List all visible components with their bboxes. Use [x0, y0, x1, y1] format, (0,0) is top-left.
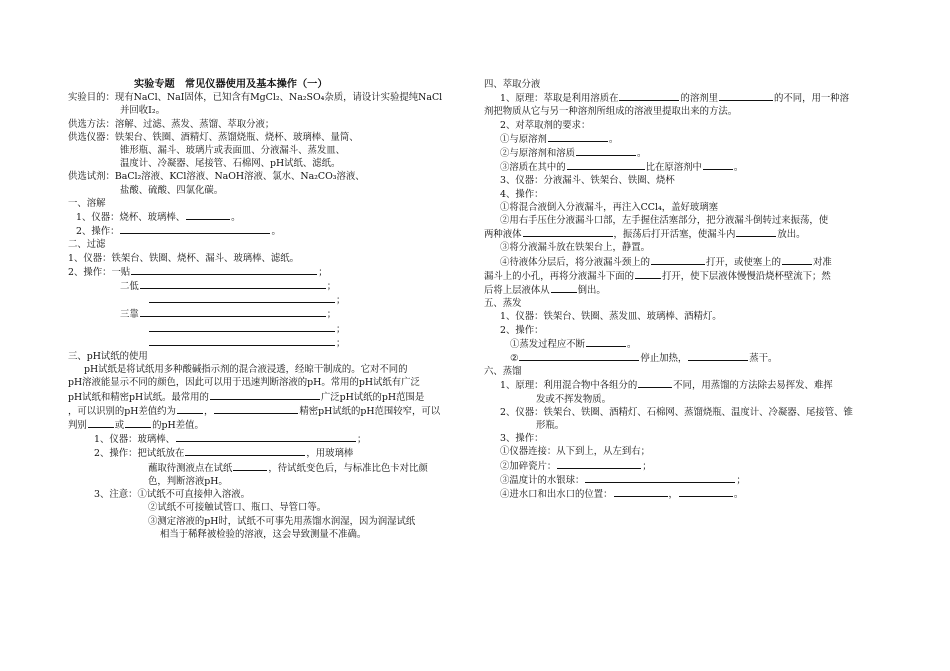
- fill-blank[interactable]: [736, 227, 776, 237]
- distillation-principle-2: 发或不挥发物质。: [536, 393, 612, 405]
- ph-paragraph-2: pH溶液能显示不同的颜色，因此可以用于迅速判断溶液的pH。常用的pH试纸有广泛: [68, 377, 420, 389]
- page-title: 实验专题 常见仪器使用及基本操作（一）: [134, 78, 328, 90]
- fill-blank[interactable]: [210, 390, 320, 400]
- fill-blank[interactable]: [567, 160, 645, 170]
- evaporation-step-1: ①蒸发过程应不断 。: [510, 338, 637, 350]
- extraction-step-4a: ④待液体分层后，将分液漏斗颈上的 打开，或使塞上的 对准: [500, 256, 832, 268]
- extraction-principle-1: 1、原理：萃取是利用溶质在 的溶剂里 的不同，用一种溶: [500, 93, 849, 105]
- ph-note-1: 3、注意：①试纸不可直接伸入溶液。: [94, 489, 250, 501]
- fill-blank[interactable]: [782, 255, 812, 265]
- requirement-2: ②与原溶剂和溶质 。: [500, 148, 647, 160]
- fill-blank[interactable]: [638, 378, 672, 388]
- fill-blank[interactable]: [688, 351, 748, 361]
- fill-blank[interactable]: [149, 322, 335, 332]
- evaporation-instruments: 1、仪器：铁架台、铁圈、蒸发皿、玻璃棒、酒精灯。: [500, 311, 722, 323]
- evaporation-step-2: ② 停止加热， 蒸干。: [510, 353, 778, 365]
- distillation-operation: 3、操作：: [500, 433, 544, 445]
- filter-op-sankao-3: ；: [68, 336, 464, 350]
- reagents-line-1: 供选试剂：BaCl₂溶液、KCl溶液、NaOH溶液、氯水、Na₂CO₃溶液、: [68, 171, 365, 183]
- fill-blank[interactable]: [176, 432, 356, 442]
- fill-blank[interactable]: [185, 446, 305, 456]
- distillation-instruments-2: 形瓶。: [536, 420, 565, 432]
- evaporation-operation: 2、操作：: [500, 324, 544, 336]
- fill-blank[interactable]: [125, 418, 151, 428]
- fill-blank[interactable]: [586, 337, 626, 347]
- ph-note-4: 相当于稀释被检验的溶液，这会导致测量不准确。: [160, 528, 367, 540]
- aim-line-2: 并回收I₂。: [120, 105, 165, 117]
- fill-blank[interactable]: [186, 210, 230, 220]
- extraction-step-1: ①将混合液倒入分液漏斗，再注入CCl₄，盖好玻璃塞: [500, 201, 718, 213]
- extraction-operation: 4、操作：: [500, 188, 544, 200]
- fill-blank[interactable]: [140, 279, 326, 289]
- dissolve-operation: 2、操作： 。: [76, 226, 281, 238]
- instruments-line-2: 锥形瓶、漏斗、玻璃片或表面皿、分液漏斗、蒸发皿、: [120, 145, 346, 157]
- extraction-principle-2: 剂把物质从它与另一种溶剂所组成的溶液里提取出来的方法。: [484, 106, 738, 118]
- fill-blank[interactable]: [233, 461, 267, 471]
- filter-op-yitie: 2、操作：一贴 ；: [68, 266, 328, 278]
- fill-blank[interactable]: [548, 132, 608, 142]
- aim-line-1: 实验目的：现有NaCl、NaI固体，已知含有MgCl₂、Na₂SO₄杂质，请设计实验提纯NaCl: [68, 92, 443, 104]
- extraction-step-3: ③将分液漏斗放在铁架台上，静置。: [500, 242, 651, 254]
- fill-blank[interactable]: [131, 265, 317, 275]
- fill-blank[interactable]: [523, 227, 613, 237]
- extraction-step-4b: 漏斗上的小孔，再将分液漏斗下面的 打开，使下层液体慢慢沿烧杯壁流下；然: [484, 270, 831, 282]
- filter-op-erdi-1: 二低 ；: [120, 281, 337, 293]
- ph-paragraph-4: ，可以识别的pH差值约为 ， 精密pH试纸的pH范围较窄，可以: [68, 405, 441, 417]
- extraction-instruments: 3、仪器：分液漏斗、铁架台、铁圈、烧杯: [500, 175, 675, 187]
- ph-paragraph-1: pH试纸是将试纸用多种酸碱指示剂的混合液浸透，经晾干制成的。它对不同的: [84, 364, 408, 376]
- section-ph-heading: 三、pH试纸的使用: [68, 351, 148, 363]
- fill-blank[interactable]: [149, 336, 335, 346]
- extractant-requirements: 2、对萃取剂的要求：: [500, 119, 591, 131]
- fill-blank[interactable]: [635, 269, 661, 279]
- left-column: [68, 78, 464, 541]
- fill-blank[interactable]: [177, 404, 203, 414]
- ph-operation-2: 蘸取待测液点在试纸 ，待试纸变色后，与标准比色卡对比颜: [148, 462, 428, 474]
- instruments-line-1: 供选仪器：铁架台、铁圈、酒精灯、蒸馏烧瓶、烧杯、玻璃棒、量筒、: [68, 131, 359, 143]
- ph-note-3: ③测定溶液的pH时，试纸不可事先用蒸馏水润湿，因为润湿试纸: [148, 515, 416, 527]
- reagents-line-2: 盐酸、硫酸、四氯化碳。: [120, 184, 224, 196]
- fill-blank[interactable]: [719, 91, 773, 101]
- fill-blank[interactable]: [551, 283, 577, 293]
- section-dissolve-heading: 一、溶解: [68, 197, 106, 209]
- fill-blank[interactable]: [619, 91, 679, 101]
- fill-blank[interactable]: [557, 459, 641, 469]
- distillation-principle-1: 1、原理：利用混合物中各组分的 不同，用蒸馏的方法除去易挥发、难挥: [500, 380, 833, 392]
- section-extraction-heading: 四、萃取分液: [484, 79, 541, 90]
- filter-op-erdi-2: ；: [68, 293, 464, 307]
- distillation-instruments-1: 2、仪器：铁架台、铁圈、酒精灯、石棉网、蒸馏烧瓶、温度计、冷凝器、尾接管、锥: [500, 406, 853, 418]
- right-column: [484, 78, 896, 501]
- dissolve-instruments: 1、仪器：烧杯、玻璃棒、 。: [76, 212, 241, 224]
- fill-blank[interactable]: [679, 487, 733, 497]
- section-filter-heading: 二、过滤: [68, 239, 106, 251]
- ph-operation-3: 色，判断溶液pH。: [148, 475, 228, 487]
- fill-blank[interactable]: [585, 473, 735, 483]
- filter-op-sankao-1: 三靠 ；: [120, 309, 337, 321]
- distillation-step-3: ③温度计的水银球： ；: [500, 474, 746, 486]
- filter-instruments: 1、仪器：铁架台、铁圈、烧杯、漏斗、玻璃棒、滤纸。: [68, 252, 299, 264]
- distillation-step-2: ②加碎瓷片： ；: [500, 460, 652, 472]
- distillation-step-4: ④进水口和出水口的位置： ， 。: [500, 489, 744, 501]
- fill-blank[interactable]: [214, 404, 298, 414]
- fill-blank[interactable]: [614, 487, 668, 497]
- requirement-3: ③溶质在其中的 比在原溶剂中 。: [500, 162, 744, 174]
- extraction-step-2b: 两种液体 ，振荡后打开活塞，使漏斗内 放出。: [484, 229, 806, 241]
- fill-blank[interactable]: [519, 351, 639, 361]
- ph-note-2: ②试纸不可接触试管口、瓶口、导管口等。: [148, 502, 327, 514]
- ph-operation-1: 2、操作：把试纸放在 ，用玻璃棒: [94, 448, 354, 460]
- fill-blank[interactable]: [140, 307, 326, 317]
- fill-blank[interactable]: [149, 293, 335, 303]
- ph-instruments: 1、仪器：玻璃棒、 ；: [94, 434, 367, 446]
- ph-paragraph-5: 判别 或 的pH差值。: [68, 420, 204, 432]
- section-distillation-heading: 六、蒸馏: [484, 366, 522, 378]
- instruments-line-3: 温度计、冷凝器、尾接管、石棉网、pH试纸、滤纸。: [120, 158, 341, 170]
- filter-op-sankao-2: ；: [68, 322, 464, 336]
- extraction-step-4c: 后将上层液体从 倒出。: [484, 285, 606, 297]
- fill-blank[interactable]: [651, 255, 705, 265]
- fill-blank[interactable]: [576, 146, 636, 156]
- fill-blank[interactable]: [703, 160, 733, 170]
- methods-line: 供选方法：溶解、过滤、蒸发、蒸馏、萃取分液；: [68, 118, 275, 130]
- requirement-1: ①与原溶剂 。: [500, 133, 619, 145]
- ph-paragraph-3: pH试纸和精密pH试纸。最常用的 广泛pH试纸的pH范围是: [68, 391, 425, 403]
- extraction-step-2a: ②用右手压住分液漏斗口部，左手握住活塞部分，把分液漏斗倒转过来振荡，使: [500, 215, 829, 227]
- fill-blank[interactable]: [120, 224, 270, 234]
- distillation-step-1: ①仪器连接：从下到上，从左到右；: [500, 446, 651, 458]
- fill-blank[interactable]: [88, 418, 114, 428]
- section-evaporation-heading: 五、蒸发: [484, 298, 522, 310]
